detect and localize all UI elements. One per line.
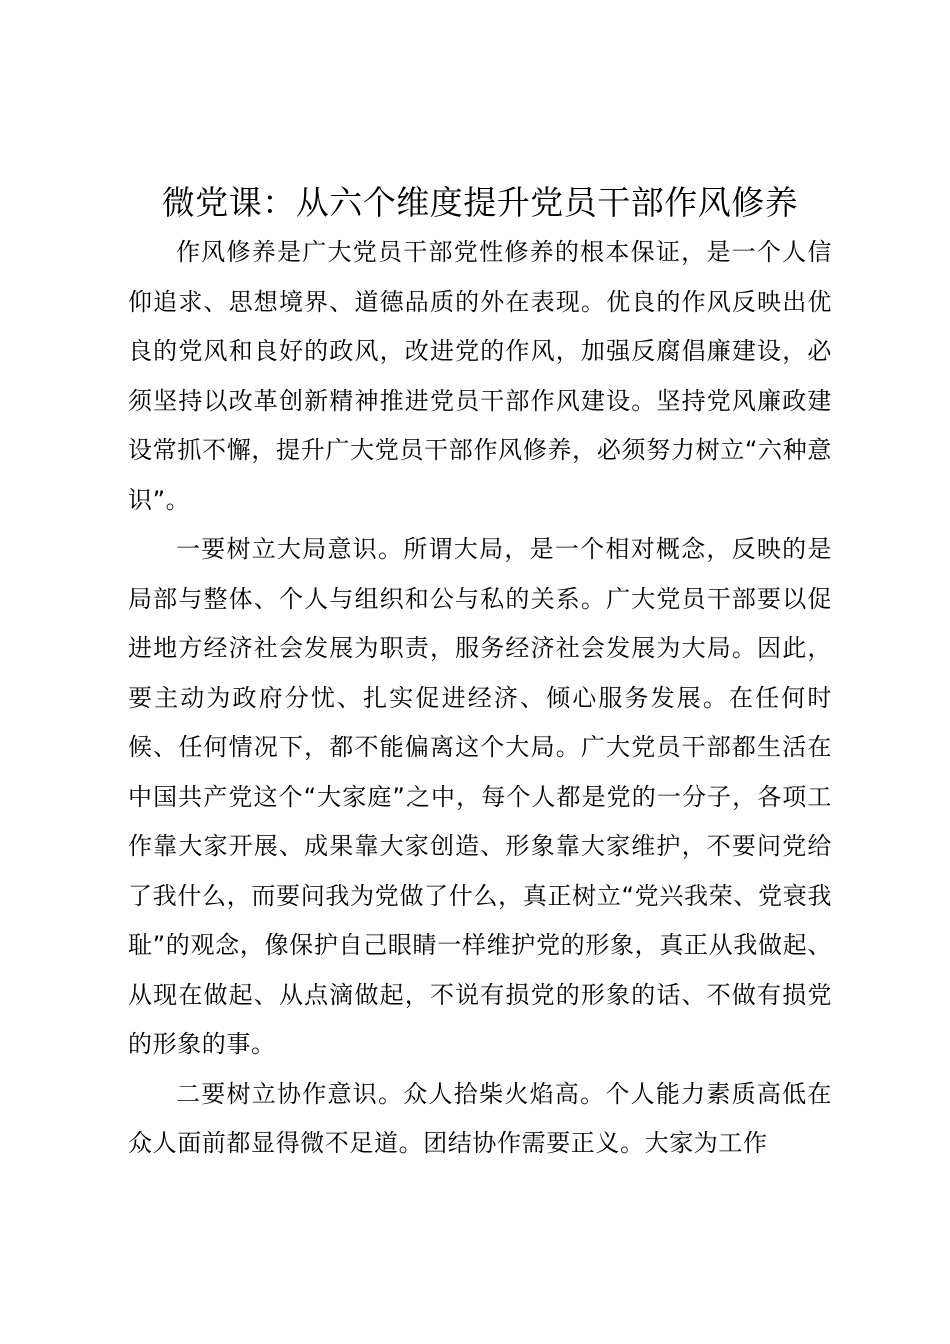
paragraph-cooperation: 二要树立协作意识。众人拾柴火焰高。个人能力素质高低在众人面前都显得微不足道。团结协作需要正义。大家为工作 [128,1079,832,1157]
document-title: 微党课：从六个维度提升党员干部作风修养 [161,183,799,222]
document-page [128,178,832,1169]
paragraph-intro: 作风修养是广大党员干部党性修养的根本保证，是一个人信仰追求、思想境界、道德品质的外在表现。优良的作风反映出优良的党风和良好的政风，改进党的作风，加强反腐倡廉建设，必须坚持以改革创新精神推进党员干部作风建设。坚持党风廉政建设常抓不懈，提升广大党员干部作风修养，必须努力树立“六种意识”。 [128,238,832,514]
paragraph-overall-situation: 一要树立大局意识。所谓大局，是一个相对概念，反映的是局部与整体、个人与组织和公与私的关系。广大党员干部要以促进地方经济社会发展为职责，服务经济社会发展为大局。因此，要主动为政府分忧、扎实促进经济、倾心服务发展。在任何时候、任何情况下，都不能偏离这个大局。广大党员干部都生活在中国共产党这个“大家庭”之中，每个人都是党的一分子，各项工作靠大家开展、成果靠大家创造、形象靠大家维护，不要问党给了我什么，而要问我为党做了什么，真正树立“党兴我荣、党衰我耻”的观念，像保护自己眼睛一样维护党的形象，真正从我做起、从现在做起、从点滴做起，不说有损党的形象的话、不做有损党的形象的事。 [128,535,832,1058]
